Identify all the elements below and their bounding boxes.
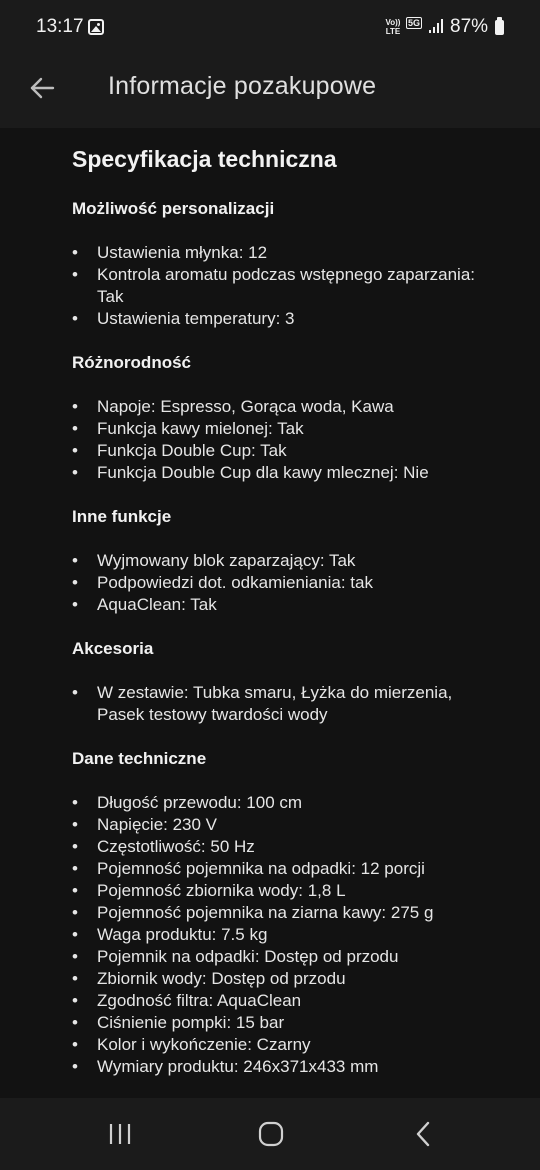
page-title: Informacje pozakupowe	[108, 72, 377, 100]
volte-icon	[384, 18, 402, 36]
spec-list-personalization	[72, 242, 540, 330]
list-item: • Zbiornik wody: Dostęp od przodu	[72, 968, 540, 990]
status-bar	[0, 0, 540, 56]
list-item: • Zgodność filtra: AquaClean	[72, 990, 540, 1012]
list-item: • Ustawienia młynka: 12	[72, 242, 540, 264]
list-item: • Pojemność zbiornika wody: 1,8 L	[72, 880, 540, 902]
list-item: • Funkcja kawy mielonej: Tak	[72, 418, 540, 440]
list-item: • Częstotliwość: 50 Hz	[72, 836, 540, 858]
recents-button[interactable]	[100, 1116, 140, 1152]
list-item: • Napięcie: 230 V	[72, 814, 540, 836]
battery-icon	[495, 20, 504, 35]
gallery-notification-icon	[88, 19, 104, 35]
spec-list-technical-data	[72, 792, 540, 1078]
back-button[interactable]	[22, 68, 62, 108]
list-item: • Kolor i wykończenie: Czarny	[72, 1034, 540, 1056]
list-item: • Waga produktu: 7.5 kg	[72, 924, 540, 946]
section-heading-personalization: Możliwość personalizacji	[72, 199, 275, 218]
list-item: • Pojemność pojemnika na ziarna kawy: 275 g	[72, 902, 540, 924]
spec-content[interactable]	[0, 128, 540, 1098]
section-heading-accessories: Akcesoria	[72, 639, 154, 658]
status-time: 13:17	[36, 16, 84, 37]
signal-icon	[428, 18, 444, 34]
spec-list-other-features	[72, 550, 540, 616]
list-item: • AquaClean: Tak	[72, 594, 540, 616]
home-button[interactable]	[251, 1116, 291, 1152]
back-arrow-icon	[28, 74, 56, 102]
list-item: • Ustawienia temperatury: 3	[72, 308, 540, 330]
list-item: • Pojemnik na odpadki: Dostęp od przodu	[72, 946, 540, 968]
section-heading-variety: Różnorodność	[72, 353, 191, 372]
list-item: • Ciśnienie pompki: 15 bar	[72, 1012, 540, 1034]
list-item: • W zestawie: Tubka smaru, Łyżka do mierzenia, Pasek testowy twardości wody	[72, 682, 540, 726]
home-icon	[258, 1121, 284, 1147]
system-back-button[interactable]	[404, 1116, 444, 1152]
battery-percent: 87%	[450, 16, 489, 37]
network-type-badge: 5G	[408, 18, 421, 28]
list-item: • Funkcja Double Cup: Tak	[72, 440, 540, 462]
section-heading-other-features: Inne funkcje	[72, 507, 172, 526]
volte-line1: Vo))	[385, 18, 401, 27]
list-item: • Wymiary produktu: 246x371x433 mm	[72, 1056, 540, 1078]
list-item: • Długość przewodu: 100 cm	[72, 792, 540, 814]
back-chevron-icon	[412, 1120, 436, 1148]
system-nav-bar	[0, 1098, 540, 1170]
list-item: • Kontrola aromatu podczas wstępnego zaparzania: Tak	[72, 264, 540, 308]
spec-list-variety	[72, 396, 540, 484]
section-heading-technical-data: Dane techniczne	[72, 749, 207, 768]
list-item: • Podpowiedzi dot. odkamieniania: tak	[72, 572, 540, 594]
spec-list-accessories	[72, 682, 540, 726]
recents-icon	[107, 1122, 133, 1146]
spec-title: Specyfikacja techniczna	[72, 146, 337, 172]
list-item: • Napoje: Espresso, Gorąca woda, Kawa	[72, 396, 540, 418]
list-item: • Wyjmowany blok zaparzający: Tak	[72, 550, 540, 572]
app-bar	[0, 56, 540, 128]
volte-line2: LTE	[385, 27, 401, 36]
list-item: • Funkcja Double Cup dla kawy mlecznej: Nie	[72, 462, 540, 484]
list-item: • Pojemność pojemnika na odpadki: 12 porcji	[72, 858, 540, 880]
